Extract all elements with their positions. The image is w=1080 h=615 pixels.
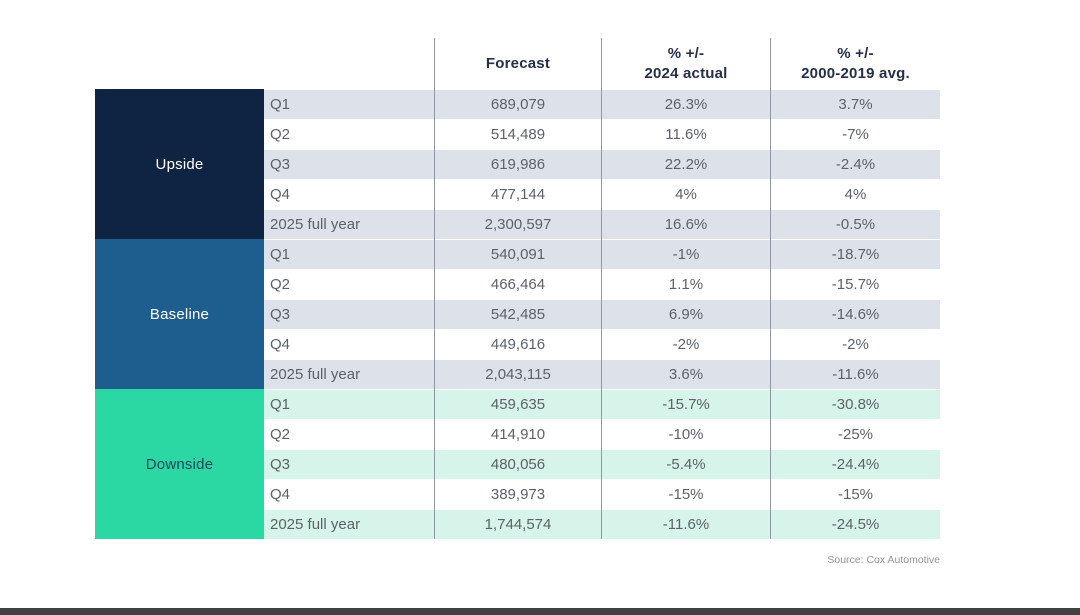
column-header-forecast-text: Forecast xyxy=(485,54,551,72)
vs-2024-value: 22.2% xyxy=(601,149,770,179)
source-attribution: Source: Cox Automotive xyxy=(827,554,940,566)
vs-avg-value: -24.4% xyxy=(770,449,940,479)
vs-avg-value: 4% xyxy=(770,179,940,209)
table-row-full-year xyxy=(264,509,940,539)
table-row xyxy=(264,299,940,329)
row-label: 2025 full year xyxy=(264,209,434,239)
table-row xyxy=(264,449,940,479)
row-label: Q3 xyxy=(264,299,434,329)
forecast-value: 389,973 xyxy=(434,479,601,509)
row-label: Q1 xyxy=(264,89,434,119)
forecast-value: 2,300,597 xyxy=(434,209,601,239)
vs-avg-value: -11.6% xyxy=(770,359,940,389)
column-header-vs-2024-line2: 2024 actual xyxy=(644,64,728,82)
table-row xyxy=(264,149,940,179)
forecast-value: 540,091 xyxy=(434,239,601,269)
column-header-vs-avg-line2: 2000-2019 avg. xyxy=(801,64,910,82)
vs-2024-value: -1% xyxy=(601,239,770,269)
forecast-value: 542,485 xyxy=(434,299,601,329)
vs-2024-value: 26.3% xyxy=(601,89,770,119)
vs-2024-value: 4% xyxy=(601,179,770,209)
section-upside xyxy=(95,89,940,239)
table-row xyxy=(264,179,940,209)
row-label: Q4 xyxy=(270,335,291,353)
forecast-value: 414,910 xyxy=(434,419,601,449)
forecast-value: 1,744,574 xyxy=(434,509,601,539)
row-label: Q4 xyxy=(270,485,291,503)
header-spacer-block xyxy=(95,38,264,89)
vs-2024-value: -15.7% xyxy=(601,389,770,419)
section-downside xyxy=(95,389,940,539)
table-row-full-year xyxy=(264,209,940,239)
row-label: Q3 xyxy=(264,449,434,479)
section-baseline xyxy=(95,239,940,389)
row-label: Q2 xyxy=(270,125,291,143)
vs-2024-value: 6.9% xyxy=(601,299,770,329)
vs-2024-value: -15% xyxy=(601,479,770,509)
row-label: 2025 full year xyxy=(264,509,434,539)
column-header-forecast xyxy=(434,38,601,89)
column-header-vs-2024 xyxy=(601,38,770,89)
vs-avg-value: -0.5% xyxy=(770,209,940,239)
row-label: Q1 xyxy=(264,389,434,419)
column-header-vs-avg-line1: % +/- xyxy=(837,45,874,62)
vs-2024-value: -5.4% xyxy=(601,449,770,479)
vs-avg-value: -14.6% xyxy=(770,299,940,329)
row-label: Q4 xyxy=(270,185,291,203)
section-rows-downside xyxy=(264,389,940,539)
vs-avg-value: -15.7% xyxy=(770,269,940,299)
vs-2024-value: -2% xyxy=(601,329,770,359)
forecast-value: 2,043,115 xyxy=(434,359,601,389)
table-row xyxy=(264,419,940,449)
bottom-accent-bar xyxy=(0,608,1080,615)
table-row xyxy=(264,269,940,299)
header-spacer-label xyxy=(264,38,434,89)
vs-avg-value: -7% xyxy=(770,119,940,149)
vs-avg-value: 3.7% xyxy=(770,89,940,119)
vs-avg-value: -15% xyxy=(770,479,940,509)
vs-avg-value: -2.4% xyxy=(770,149,940,179)
table-header-row xyxy=(95,38,940,89)
table-row xyxy=(264,329,940,359)
forecast-value: 514,489 xyxy=(434,119,601,149)
section-rows-upside xyxy=(264,89,940,239)
table-row-full-year xyxy=(264,359,940,389)
row-label: Q2 xyxy=(270,275,291,293)
row-label: Q3 xyxy=(264,149,434,179)
vs-avg-value: -25% xyxy=(770,419,940,449)
vs-avg-value: -24.5% xyxy=(770,509,940,539)
vs-avg-value: -30.8% xyxy=(770,389,940,419)
vs-2024-value: 1.1% xyxy=(601,269,770,299)
table-row xyxy=(264,239,940,269)
vs-2024-value: -10% xyxy=(601,419,770,449)
row-label: Q1 xyxy=(264,239,434,269)
column-header-vs-avg xyxy=(770,38,940,89)
table-row xyxy=(264,119,940,149)
forecast-value: 689,079 xyxy=(434,89,601,119)
vs-2024-value: 16.6% xyxy=(601,209,770,239)
forecast-value: 480,056 xyxy=(434,449,601,479)
row-label: Q2 xyxy=(270,425,291,443)
forecast-value: 466,464 xyxy=(434,269,601,299)
forecast-value: 459,635 xyxy=(434,389,601,419)
section-rows-baseline xyxy=(264,239,940,389)
column-header-vs-2024-line1: % +/- xyxy=(667,45,705,62)
forecast-value: 619,986 xyxy=(434,149,601,179)
vs-2024-value: 11.6% xyxy=(601,119,770,149)
section-label-downside: Downside xyxy=(95,389,264,539)
vs-avg-value: -18.7% xyxy=(770,239,940,269)
forecast-value: 449,616 xyxy=(434,329,601,359)
vs-avg-value: -2% xyxy=(770,329,940,359)
table-row xyxy=(264,479,940,509)
forecast-table xyxy=(95,38,940,539)
row-label: 2025 full year xyxy=(264,359,434,389)
section-label-upside: Upside xyxy=(95,89,264,239)
vs-2024-value: 3.6% xyxy=(601,359,770,389)
table-row xyxy=(264,89,940,119)
vs-2024-value: -11.6% xyxy=(601,509,770,539)
section-label-baseline: Baseline xyxy=(95,239,264,389)
forecast-value: 477,144 xyxy=(434,179,601,209)
table-row xyxy=(264,389,940,419)
